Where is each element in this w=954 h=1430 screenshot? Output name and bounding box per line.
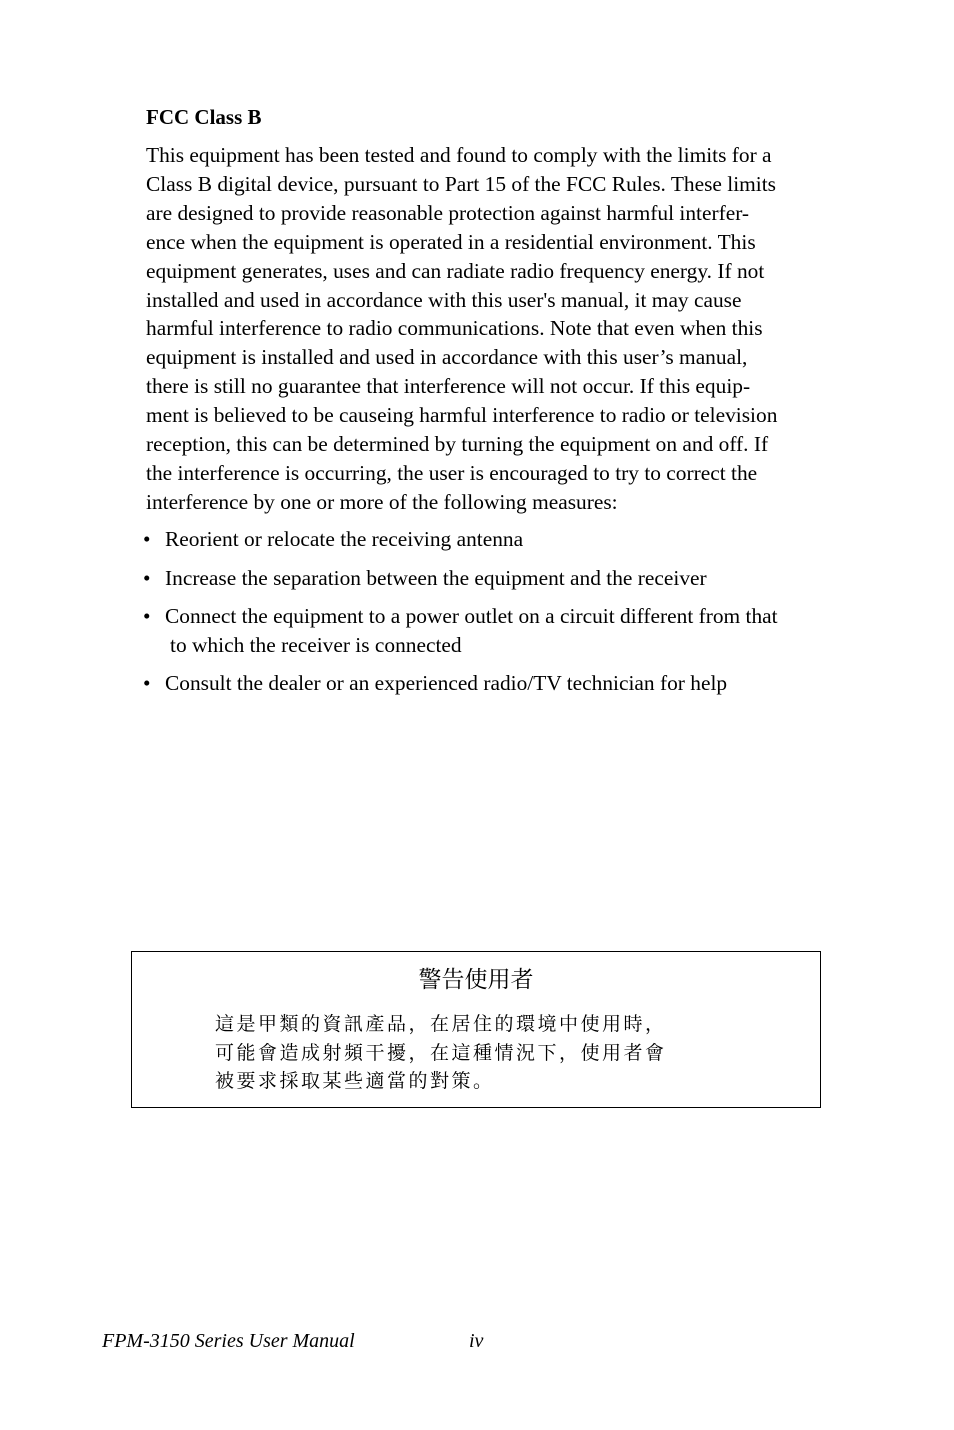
bullet-icon: •: [143, 604, 151, 628]
paragraph-line: harmful interference to radio communications. Note that even when this: [146, 316, 763, 341]
bullet-icon: •: [143, 671, 151, 696]
fcc-paragraph: [146, 141, 854, 517]
notice-line: 可能會造成射頻干擾，在這種情況下，使用者會: [215, 1041, 667, 1064]
bullet-icon: •: [143, 565, 151, 590]
paragraph-line: ment is believed to be causeing harmful interference to radio or television: [146, 403, 778, 428]
list-item-text: Reorient or relocate the receiving antenna: [165, 527, 524, 551]
paragraph-line: equipment generates, uses and can radiate radio frequency energy. If not: [146, 258, 765, 283]
list-item-text: Increase the separation between the equipment and the receiver: [165, 565, 707, 590]
paragraph-line: interference by one or more of the following measures:: [146, 489, 618, 514]
paragraph-line: the interference is occurring, the user is encouraged to try to correct the: [146, 460, 758, 485]
notice-title: 警告使用者: [418, 967, 534, 993]
bullet-icon: •: [143, 527, 151, 551]
paragraph-line: ence when the equipment is operated in a residential environment. This: [146, 229, 756, 254]
warning-notice-box: [131, 951, 821, 1108]
footer-manual-title: FPM-3150 Series User Manual: [102, 1330, 355, 1352]
paragraph-line: are designed to provide reasonable protection against harmful interfer-: [146, 200, 750, 225]
notice-line: 這是甲類的資訊產品，在居住的環境中使用時，: [215, 1013, 667, 1035]
paragraph-line: there is still no guarantee that interference will not occur. If this equip-: [146, 374, 751, 399]
list-item: [143, 525, 855, 554]
measures-list: [143, 525, 855, 708]
notice-text: [215, 1010, 667, 1096]
list-item: [143, 602, 855, 660]
paragraph-line: equipment is installed and used in accordance with this user’s manual,: [146, 345, 748, 370]
list-item-continuation: to which the receiver is connected: [170, 632, 462, 657]
section-heading: FCC Class B: [146, 105, 262, 129]
paragraph-line: installed and used in accordance with this user's manual, it may cause: [146, 287, 742, 312]
paragraph-line: Class B digital device, pursuant to Part 15 of the FCC Rules. These limits: [146, 171, 776, 196]
paragraph-line: reception, this can be determined by turning the equipment on and off. If: [146, 432, 769, 457]
list-item: [143, 669, 855, 698]
list-item-text: Connect the equipment to a power outlet on a circuit different from that: [165, 604, 778, 628]
footer-page-number: iv: [469, 1330, 484, 1352]
list-item: [143, 564, 855, 593]
paragraph-line: This equipment has been tested and found to comply with the limits for a: [146, 143, 772, 167]
list-item-text: Consult the dealer or an experienced radio/TV technician for help: [165, 671, 728, 696]
notice-line: 被要求採取某些適當的對策。: [215, 1070, 495, 1092]
